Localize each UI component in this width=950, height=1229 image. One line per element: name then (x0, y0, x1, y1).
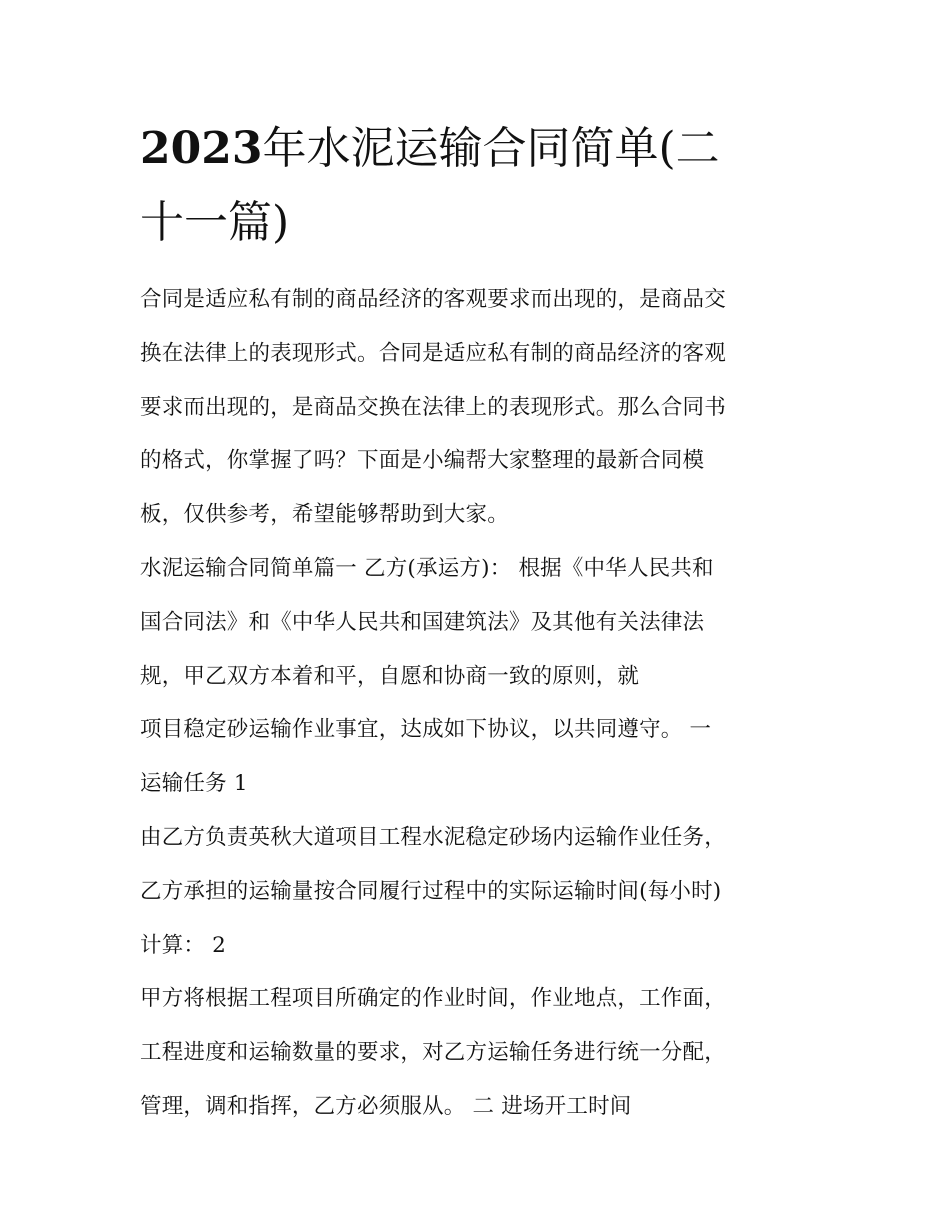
document-title (140, 112, 820, 260)
text-line: 要求而出现的，是商品交换在法律上的表现形式。那么合同书 (140, 394, 726, 420)
document-body (140, 273, 820, 1134)
text-line: 由乙方负责英秋大道项目工程水泥稳定砂场内运输作业任务， (140, 824, 726, 850)
paragraph-intro (140, 273, 820, 542)
text-line: 计算： 2 (140, 932, 227, 958)
text-line: 水泥运输合同简单篇一 乙方(承运方)： 根据《中华人民共和 (140, 555, 714, 581)
text-line: 工程进度和运输数量的要求，对乙方运输任务进行统一分配， (140, 1040, 726, 1066)
text-line: 规，甲乙双方本着和平，自愿和协商一致的原则，就 (140, 663, 640, 689)
paragraph-clause-1-2 (140, 972, 820, 1133)
text-line: 甲方将根据工程项目所确定的作业时间，作业地点，工作面， (140, 986, 726, 1012)
paragraph-clause-1-1 (140, 811, 820, 972)
title-year: 2023 (140, 123, 263, 174)
text-line: 运输任务 1 (140, 771, 248, 797)
text-line: 管理，调和指挥，乙方必须服从。 二 进场开工时间 (140, 1093, 632, 1119)
text-line: 项目稳定砂运输作业事宜，达成如下协议，以共同遵守。 一 (140, 717, 712, 743)
text-line: 的格式，你掌握了吗？下面是小编帮大家整理的最新合同模 (140, 448, 705, 474)
paragraph-contract-preamble (140, 542, 820, 811)
title-line1-text: 年水泥运输合同简单(二 (262, 123, 720, 174)
text-line: 换在法律上的表现形式。合同是适应私有制的商品经济的客观 (140, 340, 726, 366)
text-line: 合同是适应私有制的商品经济的客观要求而出现的，是商品交 (140, 287, 726, 312)
text-line: 乙方承担的运输量按合同履行过程中的实际运输时间(每小时) (140, 878, 722, 904)
text-line: 板，仅供参考，希望能够帮助到大家。 (140, 502, 509, 528)
title-line2-text: 十一篇) (140, 197, 290, 248)
text-line: 国合同法》和《中华人民共和国建筑法》及其他有关法律法 (140, 609, 705, 635)
